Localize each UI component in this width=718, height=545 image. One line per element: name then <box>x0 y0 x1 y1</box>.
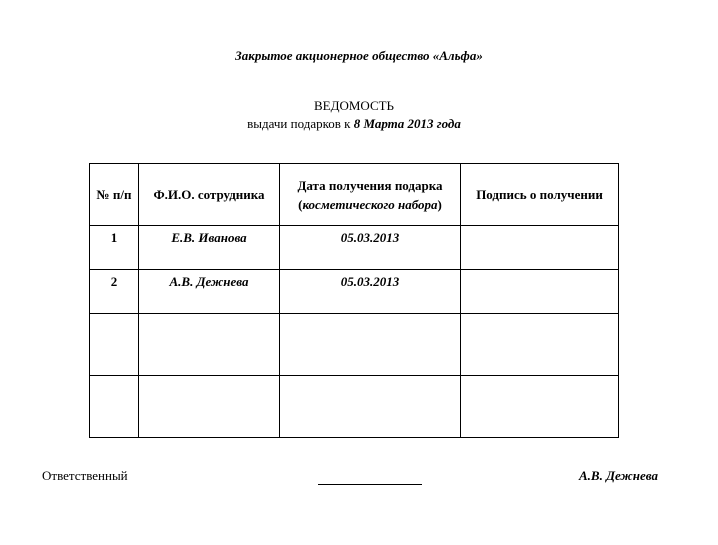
cell-employee: Е.В. Иванова <box>139 226 280 270</box>
responsible-name: А.В. Дежнева <box>578 468 658 483</box>
header-employee: Ф.И.О. сотрудника <box>139 164 280 226</box>
cell-signature <box>461 376 619 438</box>
company-name: Закрытое акционерное общество «Альфа» <box>235 48 483 63</box>
header-number: № п/п <box>90 164 139 226</box>
cell-date <box>280 376 461 438</box>
signature-line <box>318 468 422 485</box>
cell-number: 1 <box>90 226 139 270</box>
header-date-paren-open: ( <box>298 196 303 212</box>
document-subtitle <box>0 116 708 132</box>
header-signature: Подпись о получении <box>461 164 619 226</box>
header-date-line2-wrap <box>282 195 458 214</box>
cell-date: 05.03.2013 <box>280 226 461 270</box>
subtitle-prefix: выдачи подарков к <box>247 116 351 131</box>
gift-distribution-table <box>89 163 619 438</box>
cell-number: 2 <box>90 270 139 314</box>
cell-number <box>90 314 139 376</box>
header-date <box>280 164 461 226</box>
cell-employee <box>139 314 280 376</box>
header-date-paren-close: ) <box>437 196 442 212</box>
table-row <box>90 226 619 270</box>
cell-signature <box>461 314 619 376</box>
cell-date: 05.03.2013 <box>280 270 461 314</box>
table-row-empty <box>90 376 619 438</box>
cell-signature <box>461 226 619 270</box>
table-row <box>90 270 619 314</box>
cell-signature <box>461 270 619 314</box>
cell-employee <box>139 376 280 438</box>
document-title: ВЕДОМОСТЬ <box>313 98 395 113</box>
table-row-empty <box>90 314 619 376</box>
header-date-line2: косметического набора <box>302 196 438 212</box>
responsible-label: Ответственный <box>42 468 128 483</box>
cell-employee: А.В. Дежнева <box>139 270 280 314</box>
table-header-row <box>90 164 619 226</box>
cell-number <box>90 376 139 438</box>
header-date-line1: Дата получения подарка <box>297 177 443 193</box>
cell-date <box>280 314 461 376</box>
subtitle-date: 8 Марта 2013 года <box>353 116 461 131</box>
